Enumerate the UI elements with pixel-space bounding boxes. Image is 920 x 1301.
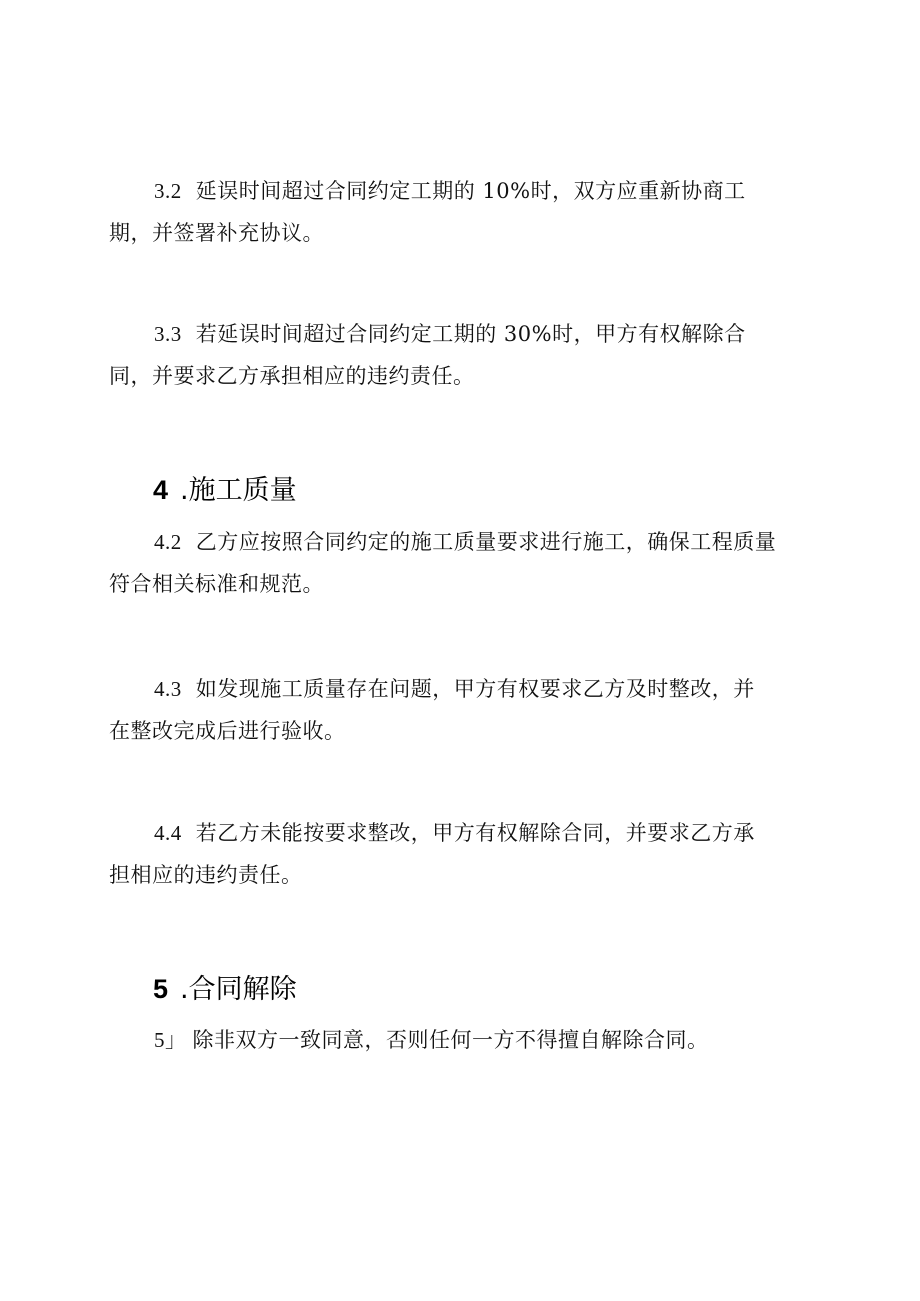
clause-3-2-line-1 — [109, 170, 746, 212]
clause-number: 4.3 — [154, 677, 182, 701]
clause-4-2-line-1 — [109, 521, 776, 563]
heading-text: .施工质量 — [180, 475, 297, 506]
clause-number: 3.2 — [154, 179, 182, 203]
clause-5-1-line-1 — [109, 1019, 709, 1061]
clause-4-3 — [109, 668, 755, 752]
clause-3-3 — [109, 313, 746, 397]
clause-3-2 — [109, 170, 746, 254]
clause-5-1 — [109, 1019, 709, 1061]
clause-text: 若延误时间超过合同约定工期的 30%时，甲方有权解除合 — [195, 322, 746, 346]
heading-number: 5 — [153, 974, 169, 1004]
clause-text: 延误时间超过合同约定工期的 10%时，双方应重新协商工 — [195, 179, 746, 203]
heading-text: .合同解除 — [180, 974, 297, 1005]
clause-4-4-line-2: 担相应的违约责任。 — [109, 863, 303, 887]
clause-number: 3.3 — [154, 322, 182, 346]
clause-4-3-line-2: 在整改完成后进行验收。 — [109, 719, 346, 743]
heading-number: 4 — [153, 475, 169, 505]
clause-4-4-line-1 — [109, 812, 755, 854]
section-heading-5 — [153, 969, 297, 1010]
clause-4-4 — [109, 812, 755, 896]
clause-number: 5」 — [154, 1028, 187, 1052]
section-heading-4 — [153, 470, 297, 511]
clause-4-2-line-2: 符合相关标准和规范。 — [109, 572, 324, 596]
clause-text: 除非双方一致同意，否则任何一方不得擅自解除合同。 — [192, 1028, 709, 1052]
clause-number: 4.4 — [154, 821, 182, 845]
clause-text: 如发现施工质量存在问题，甲方有权要求乙方及时整改，并 — [195, 677, 755, 701]
clause-4-2 — [109, 521, 776, 605]
clause-text: 若乙方未能按要求整改，甲方有权解除合同，并要求乙方承 — [195, 821, 755, 845]
clause-3-3-line-1 — [109, 313, 746, 355]
clause-4-3-line-1 — [109, 668, 755, 710]
clause-3-2-line-2: 期，并签署补充协议。 — [109, 221, 324, 245]
clause-text: 乙方应按照合同约定的施工质量要求进行施工，确保工程质量 — [195, 530, 777, 554]
clause-number: 4.2 — [154, 530, 182, 554]
clause-3-3-line-2: 同，并要求乙方承担相应的违约责任。 — [109, 364, 475, 388]
